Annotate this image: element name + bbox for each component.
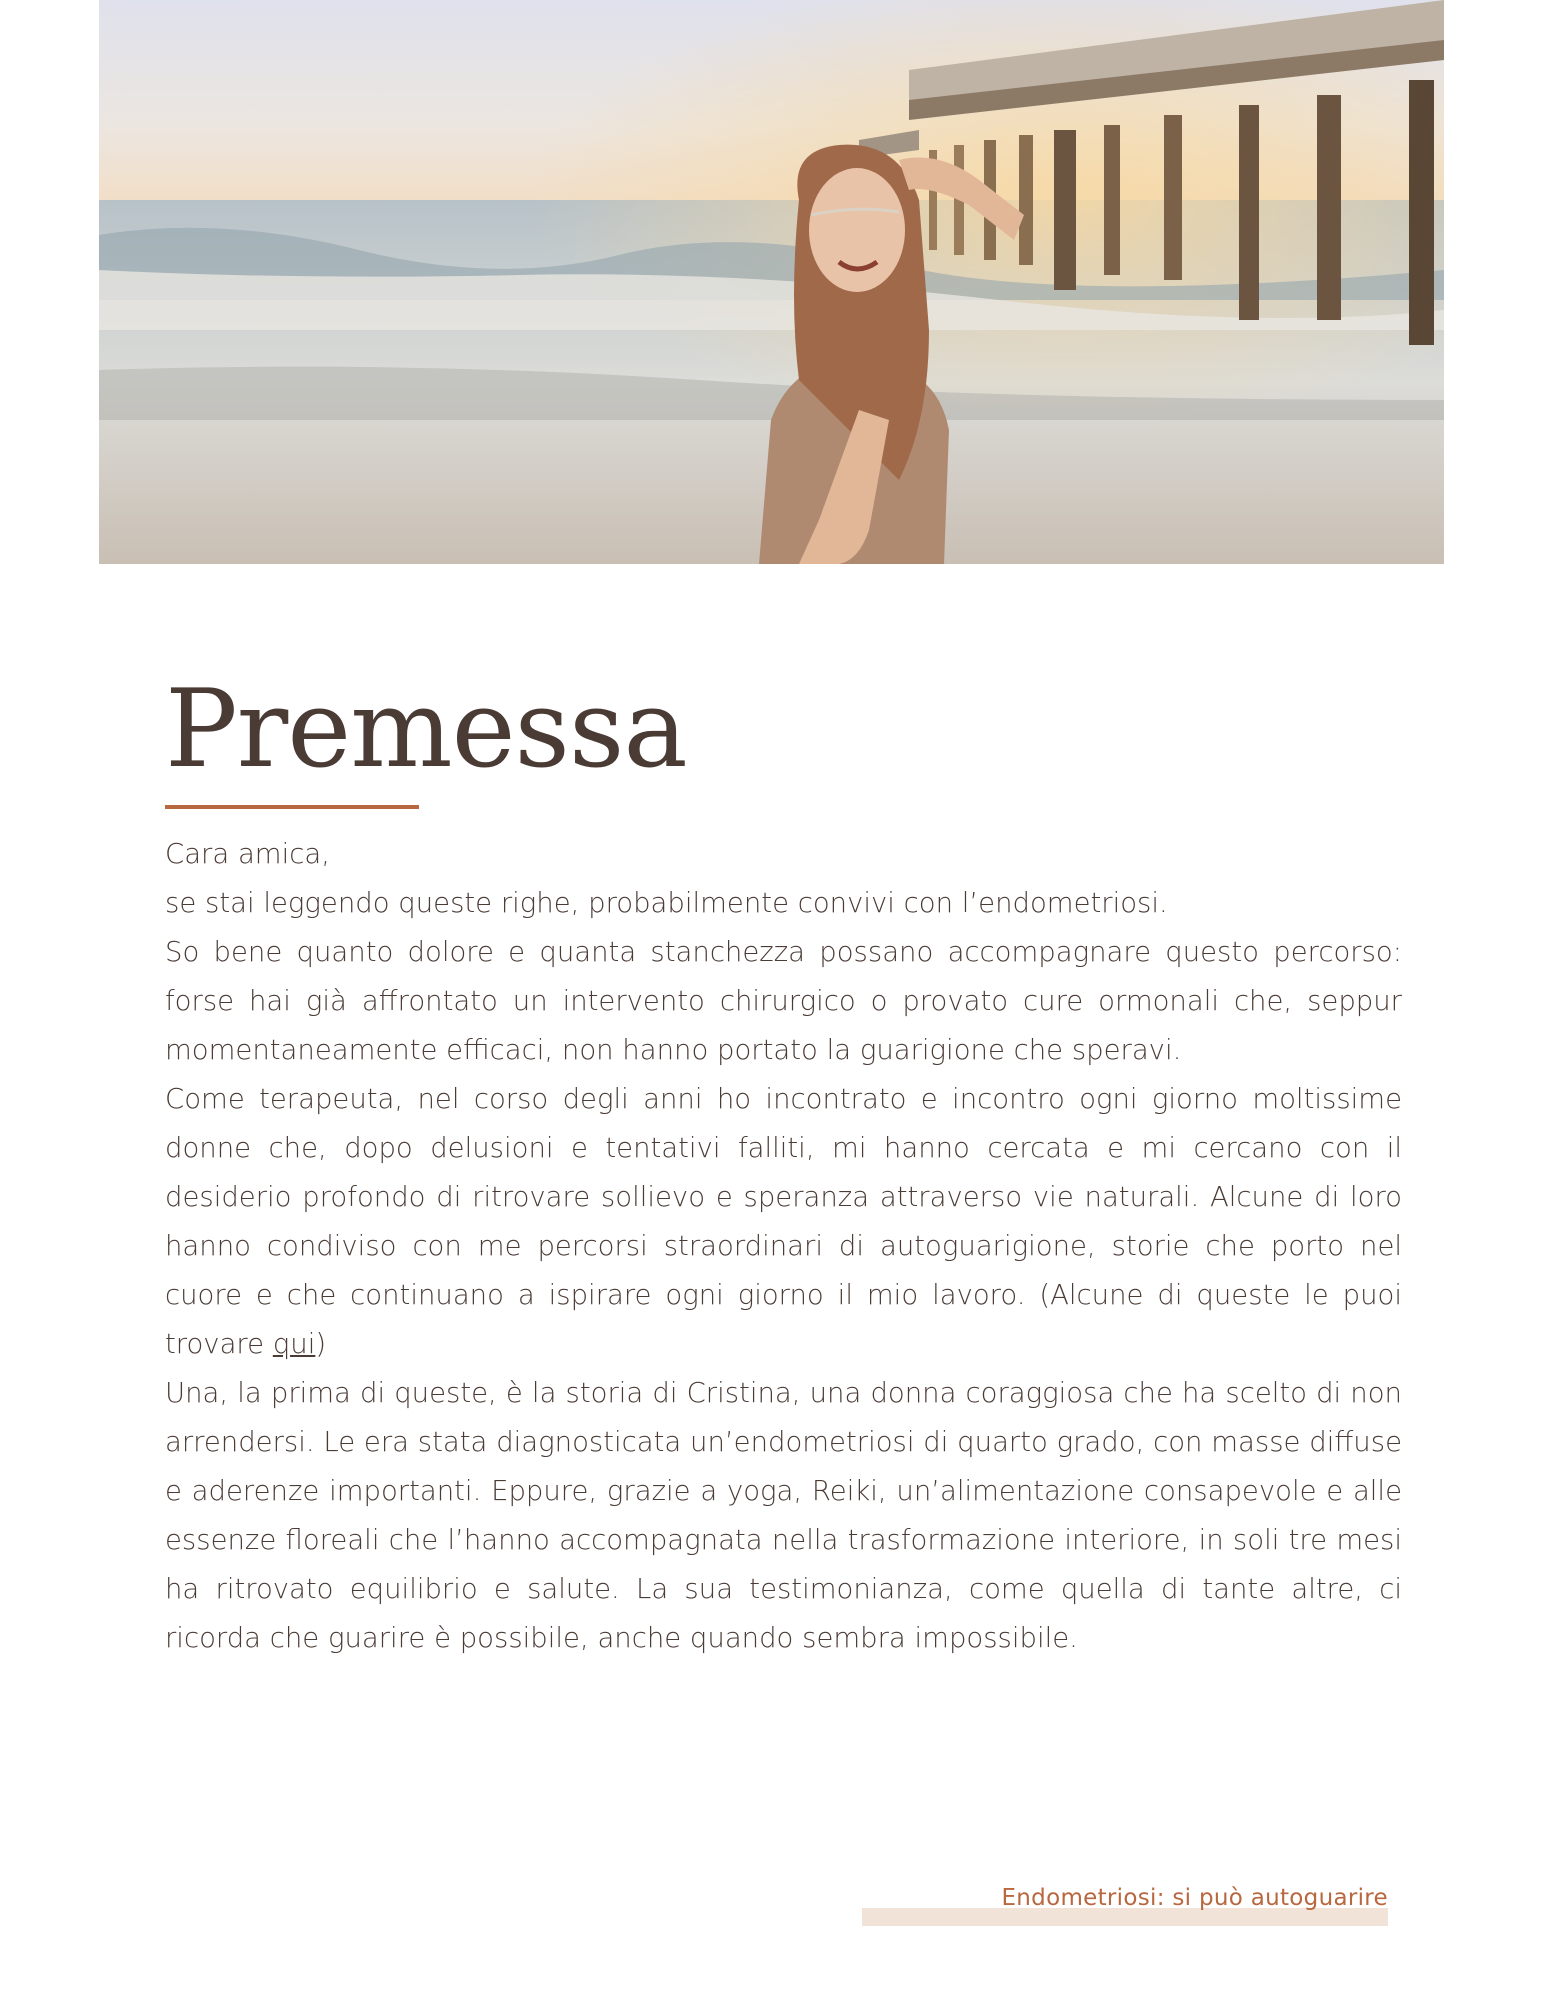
paragraph-therapist-text: Come terapeuta, nel corso degli anni ho incontrato e incontro ogni giorno moltissime donne che, dopo delusioni e tentativi falliti, mi hanno cercata e mi cercano con il desiderio profondo di ritrovare sollievo e speranza attraverso vie naturali. Alcune di loro hanno condiviso con me percorsi straordinari di autoguarigione, storie che porto nel cuore e che continuano a ispirare ogni giorno il mio lavoro. (Alcune di queste le puoi trovare	[165, 1083, 1402, 1360]
paragraph-therapist-close: )	[315, 1328, 327, 1360]
hero-photo	[99, 0, 1444, 564]
paragraph-pain: So bene quanto dolore e quanta stanchezza possano accompagnare questo percorso: forse hai già affrontato un intervento chirurgico o provato cure ormonali che, seppur momentaneamente efficaci, non hanno portato la guarigione che speravi.	[165, 936, 1402, 1066]
title-underline	[165, 805, 419, 809]
page-title: Premessa	[165, 667, 687, 792]
paragraph-therapist	[165, 1075, 1402, 1369]
body-text	[165, 830, 1402, 1663]
beach-pier-photo-icon	[99, 0, 1444, 564]
paragraph-cristina: Una, la prima di queste, è la storia di Cristina, una donna coraggiosa che ha scelto di non arrendersi. Le era stata diagnosticata un’endometriosi di quarto grado, con masse diffuse e aderenze importanti. Eppure, grazie a yoga, Reiki, un’alimentazione consapevole e alle essenze floreali che l’hanno accompagnata nella trasformazione interiore, in soli tre mesi ha ritrovato equilibrio e salute. La sua testimonianza, come quella di tante altre, ci ricorda che guarire è possibile, anche quando sembra impossibile.	[165, 1377, 1402, 1654]
stories-link[interactable]: qui	[272, 1328, 316, 1360]
paragraph-greeting: Cara amica,	[165, 838, 330, 870]
footer-book-title: Endometriosi: si può autoguarire	[1001, 1885, 1388, 1911]
paragraph-intro: se stai leggendo queste righe, probabilmente convivi con l’endometriosi.	[165, 887, 1168, 919]
